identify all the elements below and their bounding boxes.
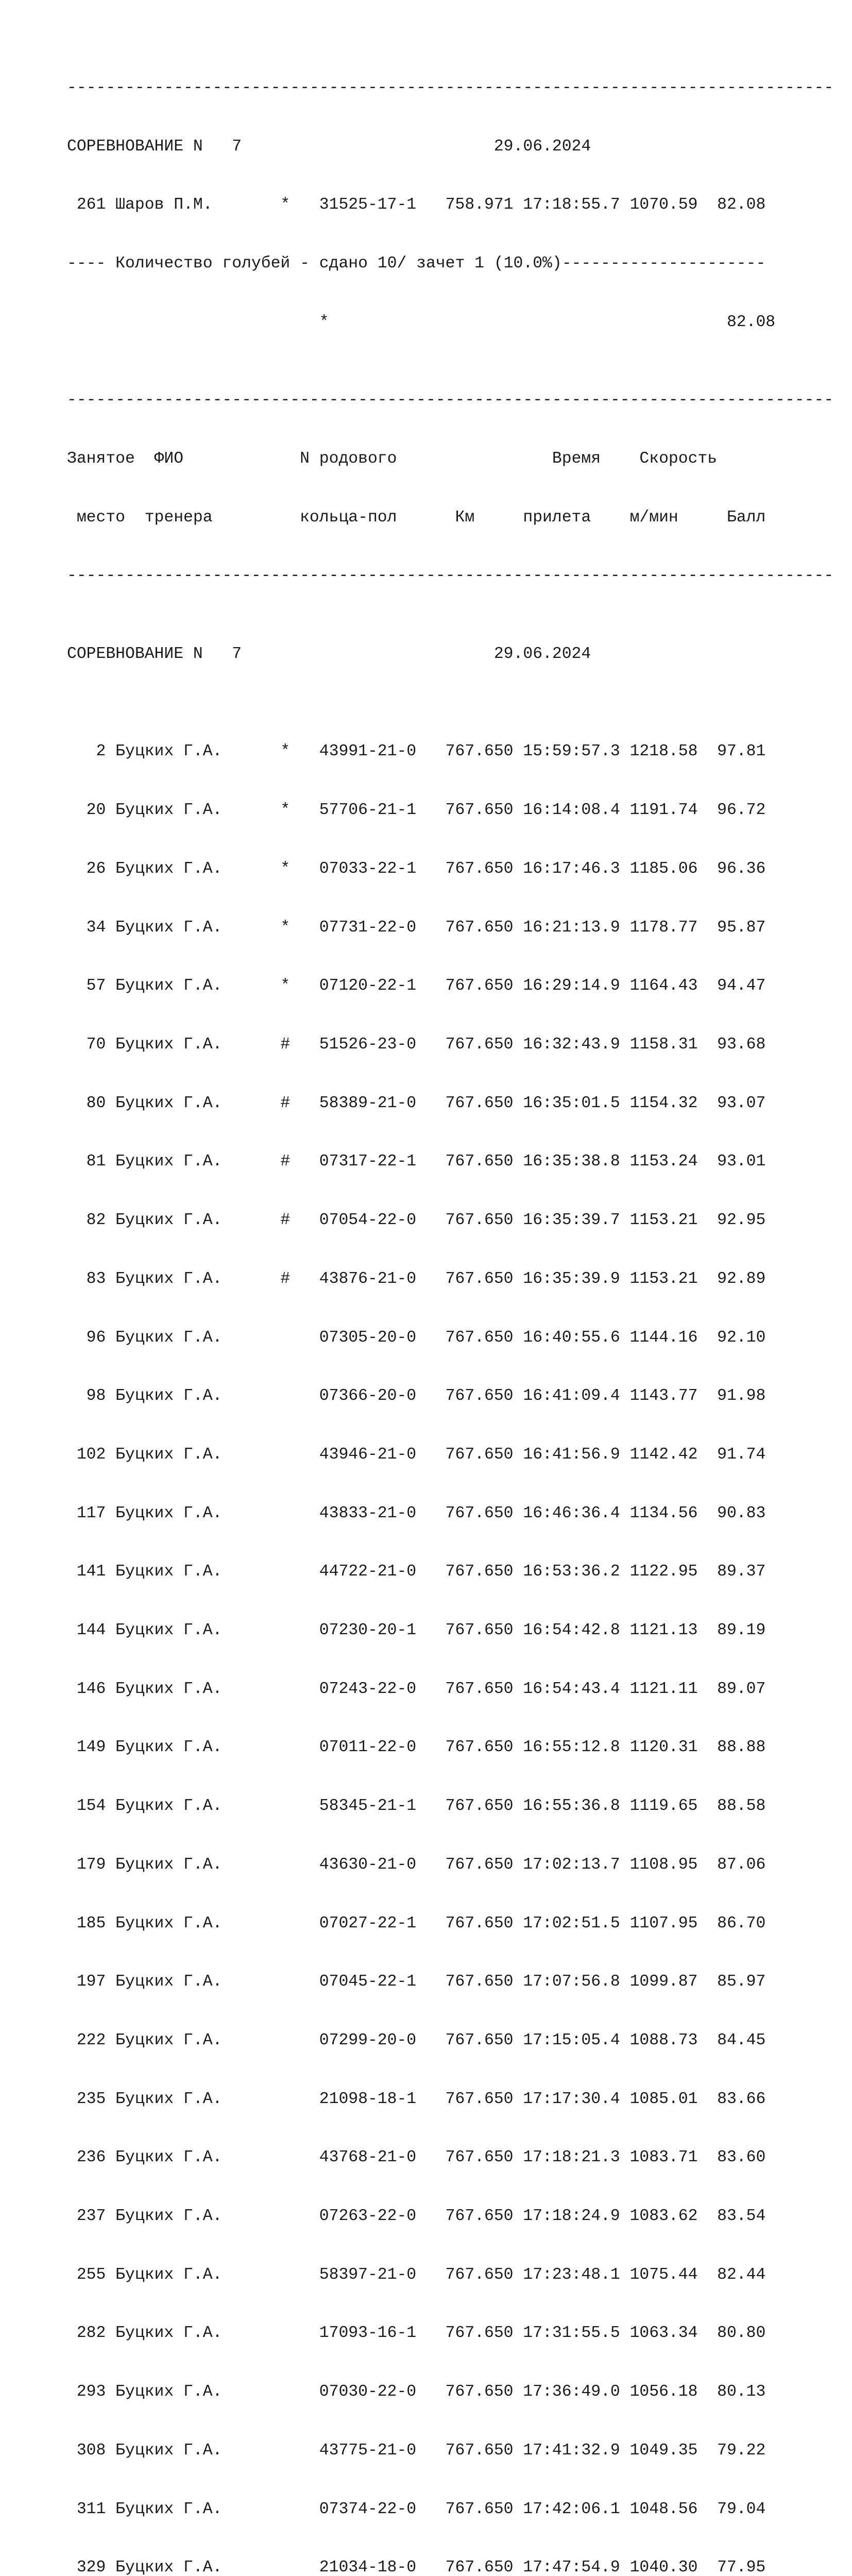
separator-line: ------------------------------------------------------------------------------- — [67, 78, 834, 97]
result-row: 141 Буцких Г.А. 44722-21-0 767.650 16:53:36.2 1122.95 89.37 — [67, 1563, 766, 1581]
result-row: 237 Буцких Г.А. 07263-22-0 767.650 17:18:24.9 1083.62 83.54 — [67, 2207, 766, 2226]
result-row: 293 Буцких Г.А. 07030-22-0 767.650 17:36:49.0 1056.18 80.13 — [67, 2383, 766, 2401]
separator-line: ------------------------------------------------------------------------------- — [67, 567, 834, 585]
result-row: 197 Буцких Г.А. 07045-22-1 767.650 17:07:56.8 1099.87 85.97 — [67, 1973, 766, 1991]
separator-line: ------------------------------------------------------------------------------- — [67, 391, 834, 410]
result-row: 26 Буцких Г.А. * 07033-22-1 767.650 16:17:46.3 1185.06 96.36 — [67, 859, 766, 878]
result-row: 2 Буцких Г.А. * 43991-21-0 767.650 15:59:57.3 1218.58 97.81 — [67, 742, 766, 761]
report-document — [67, 39, 833, 2576]
header-line-1: Занятое ФИО N родового Время Скорость — [67, 449, 718, 468]
result-row: 261 Шаров П.М. * 31525-17-1 758.971 17:18:55.7 1070.59 82.08 — [67, 196, 766, 214]
header-line-2: место тренера кольца-пол Км прилета м/мин Балл — [67, 508, 766, 527]
result-row: 154 Буцких Г.А. 58345-21-1 767.650 16:55:36.8 1119.65 88.58 — [67, 1797, 766, 1816]
result-row: 117 Буцких Г.А. 43833-21-0 767.650 16:46:36.4 1134.56 90.83 — [67, 1504, 766, 1522]
result-row: 83 Буцких Г.А. # 43876-21-0 767.650 16:35:39.9 1153.21 92.89 — [67, 1269, 766, 1288]
result-row: 311 Буцких Г.А. 07374-22-0 767.650 17:42:06.1 1048.56 79.04 — [67, 2500, 766, 2518]
result-row: 146 Буцких Г.А. 07243-22-0 767.650 16:54:43.4 1121.11 89.07 — [67, 1680, 766, 1698]
result-row: 80 Буцких Г.А. # 58389-21-0 767.650 16:35:01.5 1154.32 93.07 — [67, 1094, 766, 1112]
result-row: 179 Буцких Г.А. 43630-21-0 767.650 17:02:13.7 1108.95 87.06 — [67, 1855, 766, 1874]
result-row: 102 Буцких Г.А. 43946-21-0 767.650 16:41:56.9 1142.42 91.74 — [67, 1445, 766, 1464]
results-list — [67, 703, 833, 2576]
result-row: 96 Буцких Г.А. 07305-20-0 767.650 16:40:55.6 1144.16 92.10 — [67, 1328, 766, 1347]
result-row: 34 Буцких Г.А. * 07731-22-0 767.650 16:21:13.9 1178.77 95.87 — [67, 918, 766, 937]
result-row: 255 Буцких Г.А. 58397-21-0 767.650 17:23:48.1 1075.44 82.44 — [67, 2265, 766, 2284]
result-row: 70 Буцких Г.А. # 51526-23-0 767.650 16:32:43.9 1158.31 93.68 — [67, 1035, 766, 1054]
result-row: 57 Буцких Г.А. * 07120-22-1 767.650 16:29:14.9 1164.43 94.47 — [67, 977, 766, 995]
result-row: 329 Буцких Г.А. 21034-18-0 767.650 17:47:54.9 1040.30 77.95 — [67, 2558, 766, 2576]
count-line: ---- Количество голубей - сдано 10/ зачет 1 (10.0%)--------------------- — [67, 254, 766, 273]
result-row: 282 Буцких Г.А. 17093-16-1 767.650 17:31:55.5 1063.34 80.80 — [67, 2324, 766, 2343]
result-row: 149 Буцких Г.А. 07011-22-0 767.650 16:55:12.8 1120.31 88.88 — [67, 1738, 766, 1757]
total-line: * 82.08 — [67, 313, 776, 331]
result-row: 308 Буцких Г.А. 43775-21-0 767.650 17:41:32.9 1049.35 79.22 — [67, 2441, 766, 2460]
result-row: 98 Буцких Г.А. 07366-20-0 767.650 16:41:09.4 1143.77 91.98 — [67, 1387, 766, 1405]
result-row: 236 Буцких Г.А. 43768-21-0 767.650 17:18:21.3 1083.71 83.60 — [67, 2148, 766, 2167]
result-row: 82 Буцких Г.А. # 07054-22-0 767.650 16:35:39.7 1153.21 92.95 — [67, 1211, 766, 1230]
result-row: 235 Буцких Г.А. 21098-18-1 767.650 17:17:30.4 1085.01 83.66 — [67, 2090, 766, 2108]
result-row: 144 Буцких Г.А. 07230-20-1 767.650 16:54:42.8 1121.13 89.19 — [67, 1621, 766, 1640]
result-row: 81 Буцких Г.А. # 07317-22-1 767.650 16:35:38.8 1153.24 93.01 — [67, 1153, 766, 1171]
result-row: 20 Буцких Г.А. * 57706-21-1 767.650 16:14:08.4 1191.74 96.72 — [67, 801, 766, 820]
result-row: 185 Буцких Г.А. 07027-22-1 767.650 17:02:51.5 1107.95 86.70 — [67, 1914, 766, 1933]
result-row: 222 Буцких Г.А. 07299-20-0 767.650 17:15:05.4 1088.73 84.45 — [67, 2031, 766, 2049]
competition-line: СОРЕВНОВАНИЕ N 7 29.06.2024 — [67, 137, 591, 156]
competition-line: СОРЕВНОВАНИЕ N 7 29.06.2024 — [67, 645, 591, 663]
